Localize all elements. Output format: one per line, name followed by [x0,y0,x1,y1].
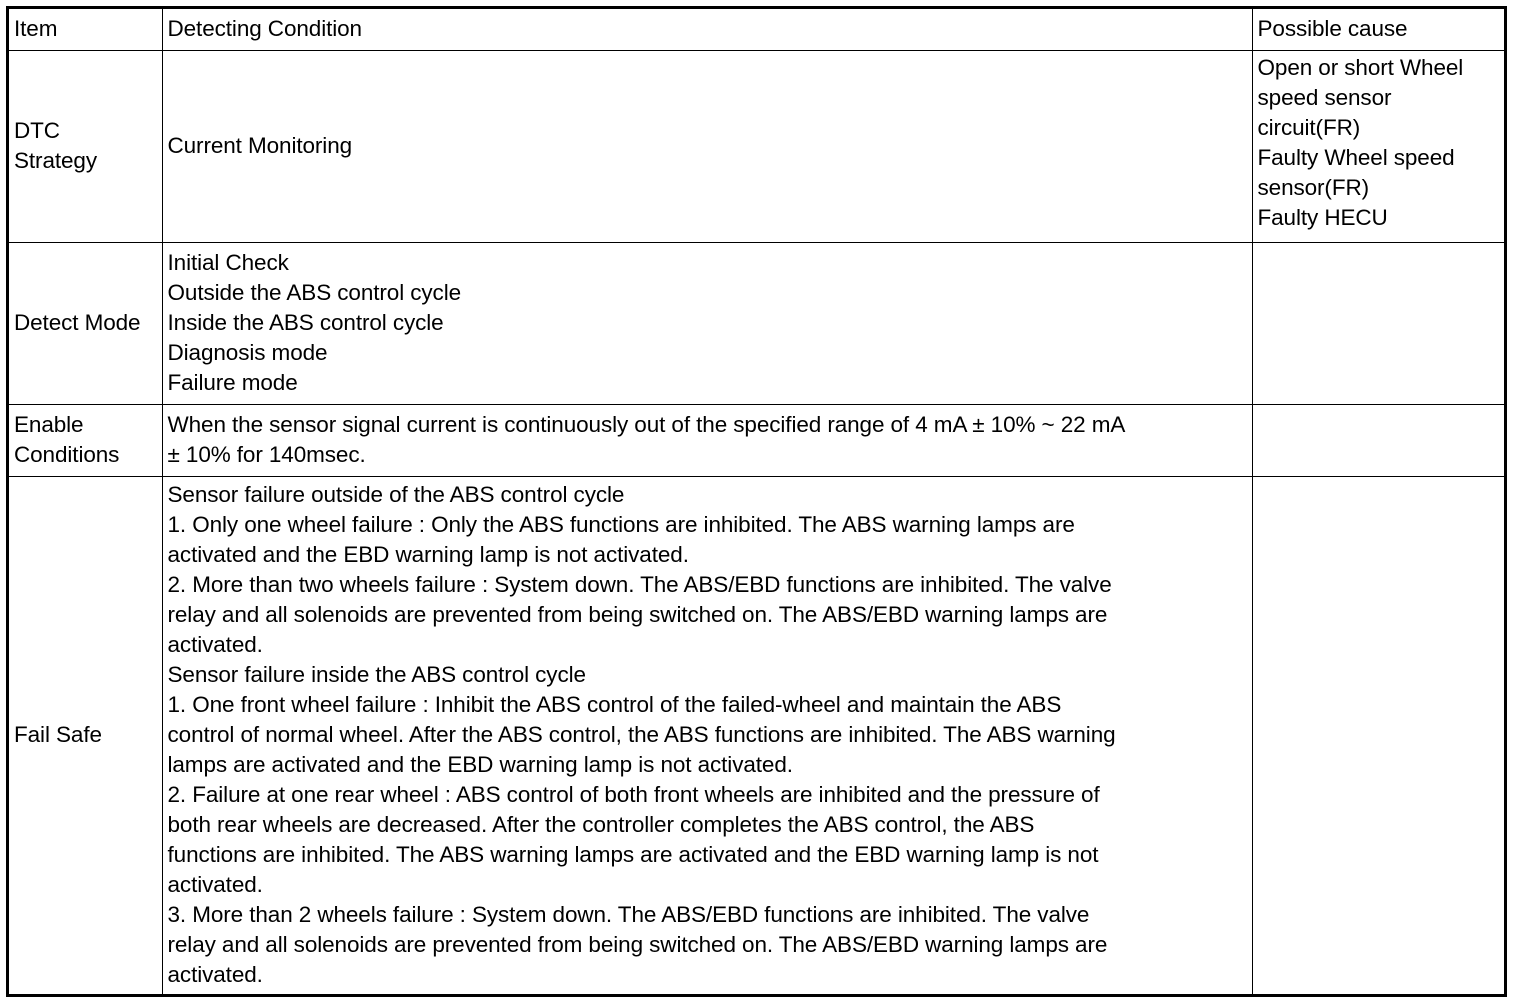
cell-line: Inside the ABS control cycle [167,310,444,335]
cell-line: relay and all solenoids are prevented from being switched on. The ABS/EBD warning lamps are [167,602,1108,628]
row-condition-cell [162,242,1252,404]
cell-line: activated. [167,962,263,988]
header-item: Item [9,9,162,50]
row-cause-cell [1252,50,1504,242]
cell-line: 1. Only one wheel failure : Only the ABS functions are inhibited. The ABS warning lamps are [167,512,1075,538]
cell-line: Outside the ABS control cycle [167,280,462,305]
row-cause-cell [1252,404,1504,476]
row-cause-cell [1252,242,1504,404]
cell-line: 1. One front wheel failure : Inhibit the ABS control of the failed-wheel and maintain the ABS [167,692,1062,718]
cell-line: When the sensor signal current is continuously out of the specified range of 4 mA ± 10% ~ 22 mA [167,412,1126,437]
header-possible-cause: Possible cause [1252,9,1504,50]
cell-line: Faulty Wheel speed [1257,144,1455,170]
cell-line: Sensor failure inside the ABS control cycle [167,662,586,688]
row-item-cell [9,50,162,242]
row-cause-cell [1252,476,1504,994]
cell-line: Diagnosis mode [167,340,328,365]
row-condition-cell [162,404,1252,476]
row-item-cell [9,404,162,476]
table-row-fail-safe [9,476,1504,994]
cell-line: ± 10% for 140msec. [167,442,366,467]
cell-line: Failure mode [167,370,298,395]
cell-line: lamps are activated and the EBD warning lamp is not activated. [167,752,793,778]
row-item-cell [9,476,162,994]
dtc-table-container [6,6,1507,997]
cell-line: Detect Mode [14,310,141,335]
cell-line: Faulty HECU [1257,204,1388,230]
table-row-enable-conditions [9,404,1504,476]
cell-line: 2. Failure at one rear wheel : ABS control of both front wheels are inhibited and the pressure of [167,782,1100,808]
cell-line: sensor(FR) [1257,174,1370,200]
header-detecting-condition: Detecting Condition [162,9,1252,50]
cell-line: circuit(FR) [1257,114,1361,140]
cell-line: both rear wheels are decreased. After the controller completes the ABS control, the ABS [167,812,1035,838]
cell-line: activated. [167,872,263,898]
dtc-table [9,9,1504,994]
cell-line: Open or short Wheel [1257,54,1464,80]
row-condition-cell [162,476,1252,994]
cell-line: 2. More than two wheels failure : System down. The ABS/EBD functions are inhibited. The valve [167,572,1112,598]
cell-line: Initial Check [167,250,289,275]
cell-line: Conditions [14,442,120,467]
cell-line: speed sensor [1257,84,1392,110]
cell-line: control of normal wheel. After the ABS control, the ABS functions are inhibited. The ABS warning [167,722,1116,748]
row-item-cell [9,242,162,404]
table-header-row [9,9,1504,50]
cell-line: activated. [167,632,263,658]
cell-line: 3. More than 2 wheels failure : System down. The ABS/EBD functions are inhibited. The valve [167,902,1090,928]
cell-line: Sensor failure outside of the ABS control cycle [167,482,625,508]
cell-line: activated and the EBD warning lamp is not activated. [167,542,689,568]
cell-line: Current Monitoring [167,133,353,158]
table-row-detect-mode [9,242,1504,404]
cell-line: Strategy [14,148,97,173]
row-condition-cell [162,50,1252,242]
cell-line: Fail Safe [14,722,102,748]
cell-line: relay and all solenoids are prevented from being switched on. The ABS/EBD warning lamps are [167,932,1108,958]
cell-line: DTC [14,118,60,143]
cell-line: Enable [14,412,84,437]
table-row-dtc-strategy [9,50,1504,242]
cell-line: functions are inhibited. The ABS warning lamps are activated and the EBD warning lamp is not [167,842,1099,868]
